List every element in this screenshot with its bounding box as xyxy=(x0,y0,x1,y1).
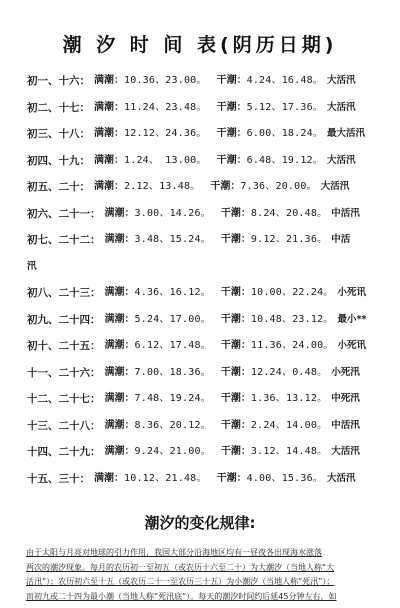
high-tide-times: 5.24、17.00。 xyxy=(134,313,211,325)
tide-row xyxy=(27,280,397,307)
high-tide-label: 满潮： xyxy=(104,419,135,431)
low-tide-times: 3.12、14.48。 xyxy=(250,446,328,457)
high-tide-label: 满潮： xyxy=(94,75,124,86)
lunar-day-label: 十三、二十八： xyxy=(27,419,101,432)
tide-strength-tag-continued: 汛 xyxy=(27,260,37,272)
tide-strength-tag: 大活汛 xyxy=(327,101,356,113)
high-tide-times: 10.36、23.00。 xyxy=(124,75,207,86)
paragraph-line: 两次的潮汐现象。每月的农历初一至初五（或农历十六至二十）为大潮汐（当地人称“大 xyxy=(26,562,335,572)
high-tide-label: 满潮： xyxy=(94,181,124,192)
low-tide-label: 干潮： xyxy=(216,75,247,86)
tide-row xyxy=(27,413,397,440)
low-tide-label: 干潮： xyxy=(216,154,247,166)
high-tide-label: 满潮： xyxy=(104,340,135,351)
tide-rows xyxy=(27,68,397,492)
tide-row xyxy=(27,307,397,334)
low-tide-times: 10.00、22.24。 xyxy=(250,287,334,298)
tide-rules-paragraph xyxy=(26,546,386,604)
lunar-day-label: 初二、十七： xyxy=(27,101,90,114)
tide-row xyxy=(27,333,397,360)
tide-strength-tag: 小死讯 xyxy=(337,340,367,351)
low-tide-label: 干潮： xyxy=(210,181,241,192)
lunar-day-label: 初八、二十三： xyxy=(27,287,101,299)
tide-strength-tag: 小死讯 xyxy=(337,287,367,298)
low-tide-times: 6.48、19.12。 xyxy=(246,154,323,166)
high-tide-times: 4.36、16.12。 xyxy=(134,287,211,298)
high-tide-label: 满潮： xyxy=(104,313,135,325)
low-tide-label: 干潮： xyxy=(216,472,247,484)
lunar-day-label: 初六、二十一： xyxy=(27,207,101,220)
high-tide-times: 7.00、18.36。 xyxy=(134,366,211,378)
tide-strength-tag: 最大活汛 xyxy=(327,128,366,139)
low-tide-label: 干潮： xyxy=(220,366,251,378)
lunar-day-label: 初五、二十： xyxy=(27,181,90,193)
low-tide-times: 1.36、13.12。 xyxy=(250,393,328,404)
low-tide-label: 干潮： xyxy=(220,393,251,404)
high-tide-label: 满潮： xyxy=(94,472,124,484)
low-tide-label: 干潮： xyxy=(220,340,251,351)
tide-row xyxy=(27,466,397,493)
lunar-day-label: 十一、二十六： xyxy=(27,366,101,379)
tide-row xyxy=(27,360,397,387)
tide-strength-tag: 大活汛 xyxy=(327,472,356,484)
tide-strength-tag: 大活汛 xyxy=(320,181,350,192)
section-title: 潮汐的变化规律: xyxy=(144,514,256,532)
tide-row xyxy=(27,148,397,175)
paragraph-line: 由于太阳与月亮对地球的引力作用，我国大部分沿海地区均有一昼夜各出现海水涨落 xyxy=(26,548,322,557)
low-tide-times: 4.24、16.48。 xyxy=(246,75,323,86)
high-tide-times: 1.24、 13.00。 xyxy=(124,154,207,166)
low-tide-label: 干潮： xyxy=(216,128,247,139)
tide-row xyxy=(27,95,397,122)
tide-row xyxy=(27,386,397,413)
high-tide-times: 3.48、15.24。 xyxy=(134,234,211,245)
tide-row xyxy=(27,227,397,254)
high-tide-times: 10.12、21.48。 xyxy=(124,472,207,484)
low-tide-label: 干潮： xyxy=(220,419,251,431)
high-tide-times: 3.00、14.26。 xyxy=(134,207,211,219)
high-tide-times: 9.24、21.00。 xyxy=(134,446,211,457)
low-tide-times: 6.00、18.24。 xyxy=(246,128,323,139)
low-tide-label: 干潮： xyxy=(216,101,247,113)
lunar-day-label: 初三、十八： xyxy=(27,128,90,140)
lunar-day-label: 十二、二十七： xyxy=(27,393,101,405)
high-tide-times: 7.48、19.24。 xyxy=(134,393,211,404)
high-tide-times: 11.24、23.48。 xyxy=(124,101,207,113)
low-tide-label: 干潮： xyxy=(220,446,251,457)
low-tide-times: 7.36、20.00。 xyxy=(240,181,317,192)
tide-row xyxy=(27,121,397,148)
low-tide-label: 干潮： xyxy=(220,207,251,219)
tide-row xyxy=(27,68,397,95)
high-tide-times: 8.36、20.12。 xyxy=(134,419,211,431)
high-tide-times: 12.12、24.36。 xyxy=(124,128,207,139)
tide-strength-tag: 大活汛 xyxy=(327,154,356,166)
high-tide-label: 满潮： xyxy=(94,128,124,139)
lunar-day-label: 初九、二十四： xyxy=(27,313,101,326)
high-tide-label: 满潮： xyxy=(94,154,124,166)
tide-strength-tag: 中活汛 xyxy=(331,207,360,219)
low-tide-times: 11.36、24.00。 xyxy=(250,340,334,351)
high-tide-times: 6.12、17.48。 xyxy=(134,340,211,351)
high-tide-label: 满潮： xyxy=(104,446,135,457)
tide-strength-tag: 中死汛 xyxy=(331,393,360,404)
wrapped-tag-line xyxy=(27,254,397,281)
tide-strength-tag: 小死汛 xyxy=(331,366,360,378)
low-tide-label: 干潮： xyxy=(220,234,251,245)
lunar-day-label: 十四、二十九： xyxy=(27,446,101,458)
tide-strength-tag: 中活汛 xyxy=(331,419,360,431)
tide-row xyxy=(27,174,397,201)
low-tide-times: 2.24、14.00。 xyxy=(250,419,328,431)
lunar-day-label: 初一、十六： xyxy=(27,75,90,87)
tide-strength-tag: 大活汛 xyxy=(327,75,356,86)
high-tide-label: 满潮： xyxy=(104,234,135,245)
low-tide-times: 10.48、23.12。 xyxy=(250,313,334,325)
high-tide-times: 2.12、13.48。 xyxy=(124,181,201,192)
low-tide-times: 4.00、15.36。 xyxy=(246,472,323,484)
tide-strength-tag: 中活 xyxy=(331,234,351,245)
high-tide-label: 满潮： xyxy=(104,393,135,404)
high-tide-label: 满潮： xyxy=(104,366,135,378)
tide-strength-tag: 大活汛 xyxy=(331,446,360,457)
high-tide-label: 满潮： xyxy=(104,287,135,298)
paragraph-line: 而初九或二十四为最小潮（当地人称“死汛底”）。每天的潮汐时间约后延45分钟左右，如 xyxy=(26,591,337,601)
lunar-day-label: 十五、三十： xyxy=(27,472,90,485)
low-tide-times: 5.12、17.36。 xyxy=(246,101,323,113)
tide-strength-tag: 最小** xyxy=(337,313,367,325)
high-tide-label: 满潮： xyxy=(94,101,124,113)
lunar-day-label: 初七、二十二： xyxy=(27,234,101,246)
tide-row xyxy=(27,439,397,466)
tide-row xyxy=(27,201,397,228)
high-tide-label: 满潮： xyxy=(104,207,135,219)
lunar-day-label: 初十、二十五： xyxy=(27,340,101,352)
low-tide-times: 9.12、21.36。 xyxy=(250,234,328,245)
low-tide-label: 干潮： xyxy=(220,287,251,298)
page-title: 潮 汐 时 间 表(阴历日期) xyxy=(62,34,338,56)
paragraph-line: 活汛”）；农历初六至十五（或农历二十一至农历三十五）为小潮汐（当地人称“死汛”）； xyxy=(26,577,335,586)
low-tide-times: 8.24、20.48。 xyxy=(250,207,328,219)
lunar-day-label: 初四、十九： xyxy=(27,154,90,167)
low-tide-times: 12.24、0.48。 xyxy=(250,366,328,378)
low-tide-label: 干潮： xyxy=(220,313,251,325)
